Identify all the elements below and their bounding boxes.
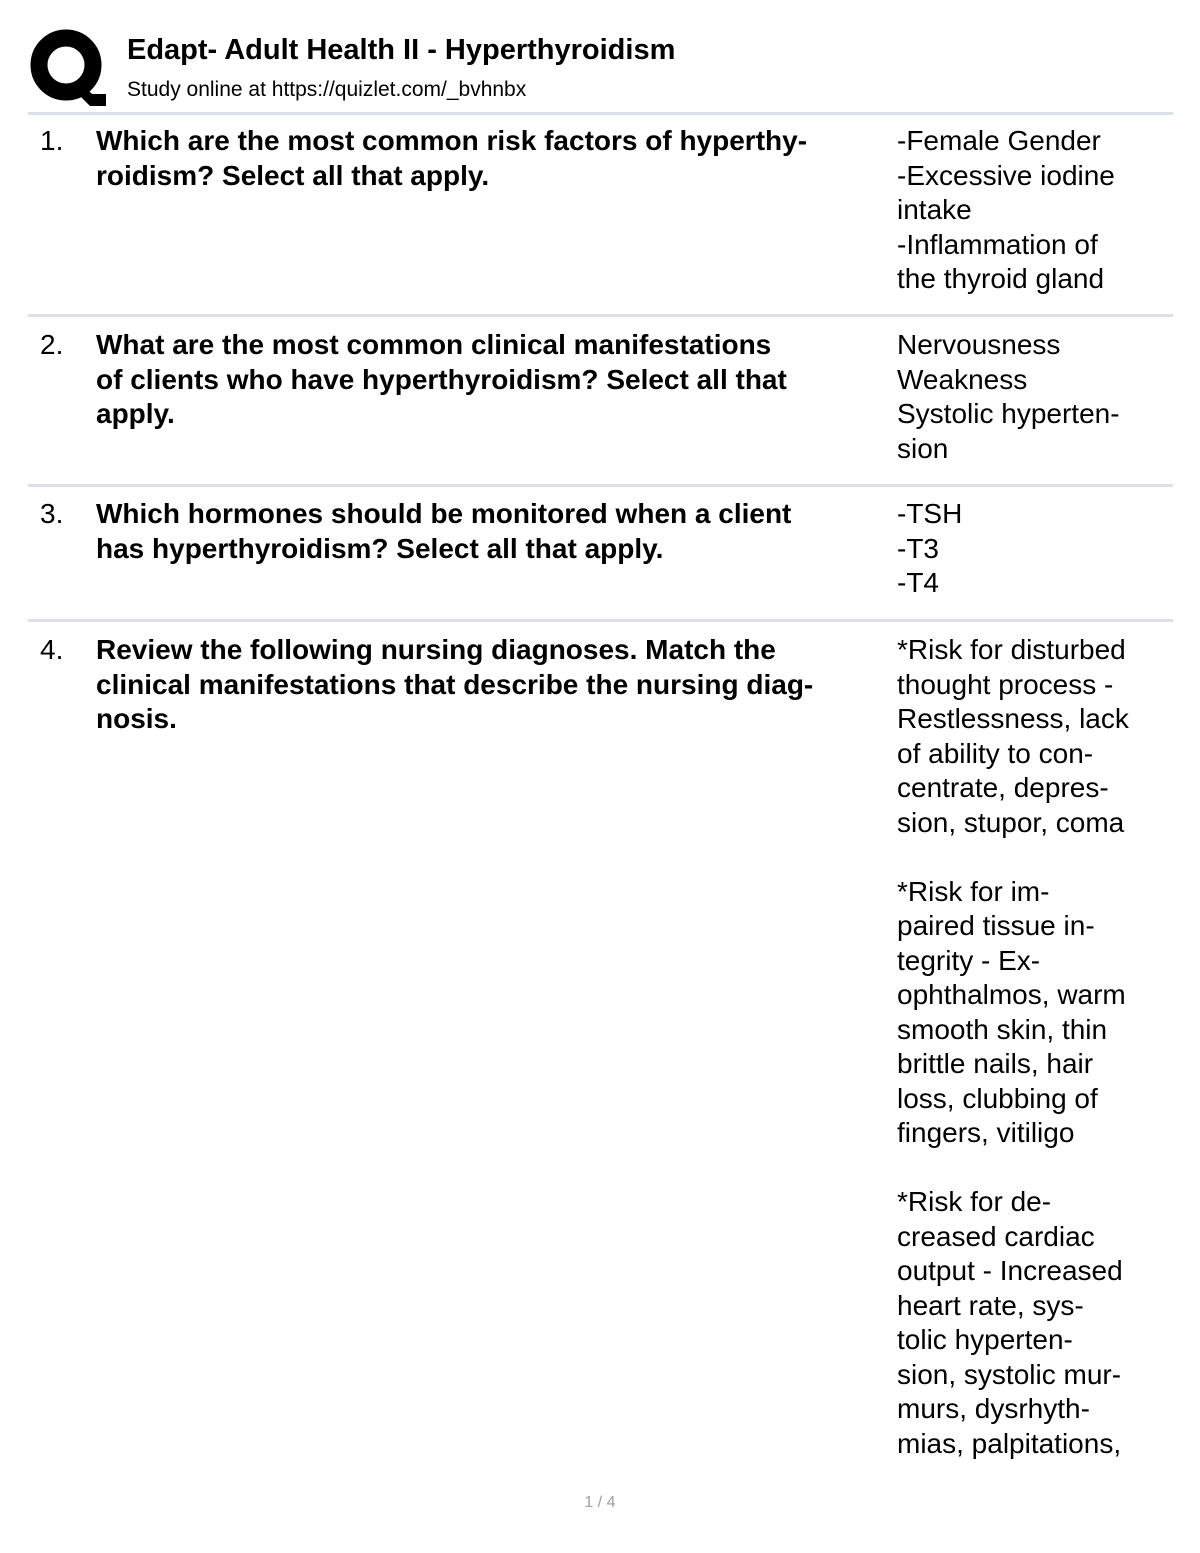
definition-line: -Excessive iodine bbox=[897, 159, 1115, 191]
card-number: 4. bbox=[40, 634, 64, 665]
card-definition bbox=[897, 633, 1177, 1461]
page-header bbox=[28, 28, 1178, 108]
definition-line: tegrity - Ex- bbox=[897, 944, 1041, 976]
card-definition bbox=[897, 328, 1177, 466]
definition-line: -Female Gender bbox=[897, 125, 1101, 156]
definition-line: smooth skin, thin bbox=[897, 1013, 1108, 1045]
term-line: nosis. bbox=[96, 703, 177, 734]
term-line: has hyperthyroidism? Select all that apply. bbox=[96, 532, 664, 564]
definition-line: centrate, depres- bbox=[897, 772, 1109, 803]
term-line: Which hormones should be monitored when a client bbox=[96, 498, 792, 529]
definition-line: the thyroid gland bbox=[897, 263, 1105, 294]
term-line: of clients who have hyperthyroidism? Select all that bbox=[96, 363, 787, 395]
definition-line: creased cardiac bbox=[897, 1220, 1095, 1252]
definition-line: of ability to con- bbox=[897, 737, 1094, 769]
definition-line: output - Increased bbox=[897, 1255, 1123, 1286]
term-line: Which are the most common risk factors of hyperthy- bbox=[96, 125, 808, 156]
definition-line: sion, systolic mur- bbox=[897, 1358, 1122, 1390]
definition-line: murs, dysrhyth- bbox=[897, 1393, 1090, 1424]
definition-line: -TSH bbox=[897, 498, 963, 529]
card-term bbox=[96, 497, 896, 566]
card-number: 3. bbox=[40, 498, 64, 529]
paragraph-gap bbox=[897, 1151, 1177, 1186]
header-divider bbox=[28, 112, 1173, 115]
card-definition bbox=[897, 124, 1177, 297]
card-term bbox=[96, 633, 896, 737]
document-title: Edapt- Adult Health II - Hyperthyroidism bbox=[127, 34, 676, 66]
term-line: clinical manifestations that describe the nursing diag- bbox=[96, 668, 814, 700]
card-divider bbox=[28, 619, 1173, 622]
term-line: roidism? Select all that apply. bbox=[96, 159, 490, 191]
definition-line: ophthalmos, warm bbox=[897, 979, 1126, 1010]
card-term bbox=[96, 124, 896, 193]
term-line: apply. bbox=[96, 398, 175, 429]
definition-line: heart rate, sys- bbox=[897, 1289, 1084, 1321]
definition-line: *Risk for im- bbox=[897, 875, 1050, 907]
card-number: 1. bbox=[40, 125, 64, 156]
definition-line: sion bbox=[897, 432, 949, 464]
definition-line: *Risk for de- bbox=[897, 1186, 1052, 1217]
definition-line: -T3 bbox=[897, 532, 939, 564]
definition-line: -T4 bbox=[897, 567, 939, 598]
card-divider bbox=[28, 314, 1173, 317]
definition-line: Systolic hyperten- bbox=[897, 398, 1120, 429]
study-online-link-text: Study online at https://quizlet.com/_bvhnbx bbox=[127, 78, 527, 101]
card-number: 2. bbox=[40, 329, 64, 360]
card-divider bbox=[28, 484, 1173, 487]
definition-line: brittle nails, hair bbox=[897, 1048, 1094, 1079]
definition-line: tolic hyperten- bbox=[897, 1324, 1073, 1355]
definition-line: loss, clubbing of bbox=[897, 1082, 1098, 1114]
page-indicator: 1 / 4 bbox=[584, 1494, 616, 1511]
definition-line: sion, stupor, coma bbox=[897, 806, 1125, 838]
card-definition bbox=[897, 497, 1177, 601]
definition-line: paired tissue in- bbox=[897, 910, 1095, 941]
definition-line: Nervousness bbox=[897, 329, 1061, 360]
quizlet-logo-icon bbox=[28, 28, 108, 108]
definition-line: mias, palpitations, bbox=[897, 1427, 1122, 1459]
definition-line: -Inflammation of bbox=[897, 228, 1098, 260]
definition-line: thought process - bbox=[897, 668, 1114, 700]
term-line: What are the most common clinical manifestations bbox=[96, 329, 772, 360]
definition-line: Weakness bbox=[897, 363, 1028, 395]
definition-line: *Risk for disturbed bbox=[897, 634, 1126, 665]
definition-line: intake bbox=[897, 194, 972, 225]
term-line: Review the following nursing diagnoses. Match the bbox=[96, 634, 776, 665]
paragraph-gap bbox=[897, 840, 1177, 875]
card-term bbox=[96, 328, 896, 432]
definition-line: Restlessness, lack bbox=[897, 703, 1129, 734]
definition-line: fingers, vitiligo bbox=[897, 1117, 1075, 1148]
